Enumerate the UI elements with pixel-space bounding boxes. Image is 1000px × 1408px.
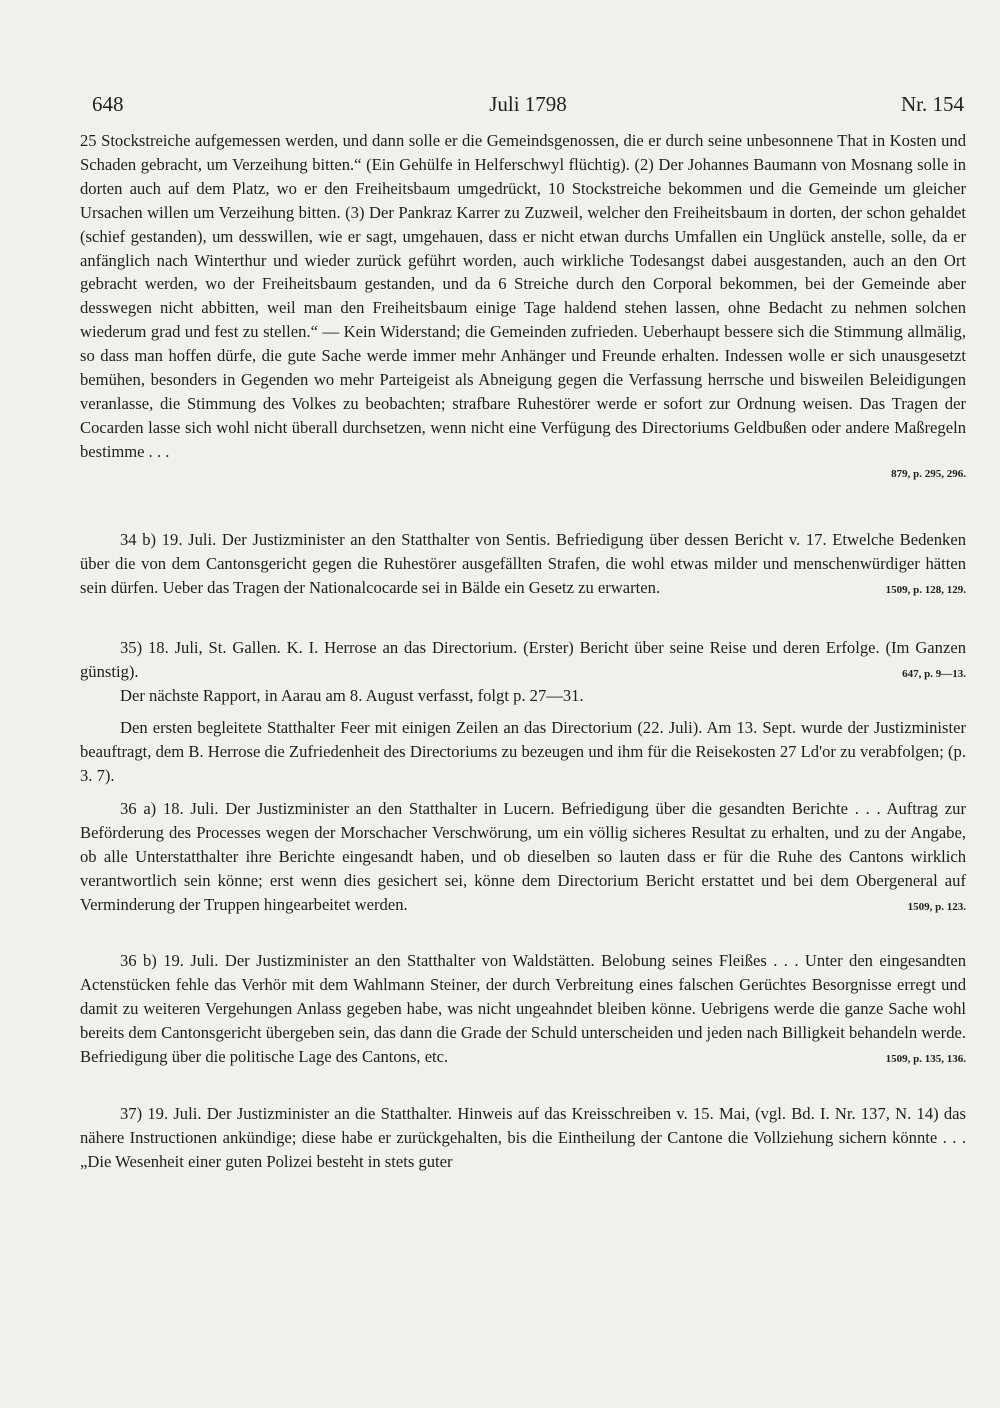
- page-header: [92, 92, 964, 122]
- entry-36a: [80, 797, 966, 917]
- paragraph: Den ersten begleitete Statthalter Feer mit einigen Zeilen an das Directorium (22. Juli). Am 13. Sept. wurde der Justizminister beauftragt, dem B. Herrose die Zufriedenheit des Directoriums zu bezeugen und ihm für die Reisekosten 27 Ld'or zu verabfolgen; (p. 3. 7).: [80, 718, 966, 785]
- entry-35-remark: [80, 716, 966, 788]
- page-number: 648: [92, 92, 124, 116]
- paragraph: 36 b) 19. Juli. Der Justizminister an den Statthalter von Waldstätten. Belobung seines Fleißes . . . Unter den eingesandten Actenstücken fehle das Verhör mit dem Wahlmann Steiner, der durch Verbreitung eines falschen Gerüchtes Besorgnisse erregt und damit zu weiteren Vergehungen Anlass gegeben habe, was nicht ungeahndet bleiben könne. Uebrigens werde die ganze Sache wohl bereits dem Cantonsgericht übergeben sein, das dann die Grade der Schuld unterscheiden und jeden nach Billigkeit behandeln werde. Befriedigung über die politische Lage des Cantons, etc.: [80, 951, 966, 1066]
- source-reference: 1509, p. 128, 129.: [885, 583, 966, 596]
- source-reference: 879, p. 295, 296.: [891, 467, 966, 480]
- paragraph: 25 Stockstreiche aufgemessen werden, und dann solle er die Gemeindsgenossen, die er durch seine unbesonnene That in Kosten und Schaden gebracht, um Verzeihung bitten.“ (Ein Gehülfe in Helferschwyl flüchtig). (2) Der Johannes Baumann von Mosnang solle in dorten auch auf dem Platz, wo er den Freiheitsbaum umgedrückt, 10 Stockstreiche bekommen und die Gemeinde um gleicher Ursachen willen um Verzeihung bitten. (3) Der Pankraz Karrer zu Zuzweil, welcher den Freiheitsbaum in dorten, der schon gehaldet (schief gestanden), um desswillen, wie er sagt, umgehauen, dass er nicht etwan durchs Umfallen ein Unglück anstelle, solle, da er anfänglich nach Winterthur und wieder zurück geführt worden, auch wirkliche Todesangst dabei ausgestanden, auch an den Ort gebracht werden, wo der Freiheitsbaum gestanden, und da 6 Streiche durch den Corporal bekommen, bei der Gemeinde aber desswegen nicht abbitten, weil man den Freiheitsbaum einige Tage haldend stehen lassen, ohne Bedacht zu nehmen solchen wiederum grad und fest zu stellen.“ — Kein Widerstand; die Gemeinden zufrieden. Ueberhaupt bessere sich die Stimmung allmälig, so dass man hoffen dürfe, die gute Sache werde immer mehr Anhänger und Freunde erhalten. Indessen wolle er sich unausgesetzt bemühen, besonders in Gegenden wo mehr Parteigeist als Abneigung gegen die Verfassung herrsche und bisweilen Beleidigungen veranlasse, die Stimmung des Volkes zu beobachten; strafbare Ruhestörer werde er sofort zur Ordnung weisen. Das Tragen der Cocarden lasse sich wohl nicht überall durchsetzen, wenn nicht eine Verfügung des Directoriums Geldbußen oder andere Maßregeln bestimme . . .: [80, 131, 966, 461]
- entry-35: [80, 636, 966, 684]
- paragraph: 36 a) 18. Juli. Der Justizminister an den Statthalter in Lucern. Befriedigung über die gesandten Berichte . . . Auftrag zur Beförderung des Processes wegen der Morschacher Verschwörung, um ein völlig sicheres Resultat zu erhalten, und zu der Angabe, ob alle Unterstatthalter ihre Berichte eingesandt haben, und ob dieselben so lauten dass er für die Ruhe des Cantons wirklich verantwortlich sein könne; erst wenn dies gesichert sei, könne dem Directorium Bericht erstattet und bei dem Obergeneral auf Verminderung der Truppen hingearbeitet werden.: [80, 799, 966, 914]
- entry-34a-continuation: [80, 129, 966, 484]
- paragraph: 34 b) 19. Juli. Der Justizminister an den Statthalter von Sentis. Befriedigung über dessen Bericht v. 17. Etwelche Bedenken über die von dem Cantonsgericht gegen die Ruhestörer ausgefällten Strafen, die wohl etwas milder und menschenwürdiger hätten sein dürfen. Ueber das Tragen der Nationalcocarde sei in Bälde ein Gesetz zu erwarten.: [80, 530, 966, 597]
- source-reference: 1509, p. 123.: [907, 900, 966, 913]
- paragraph: 35) 18. Juli, St. Gallen. K. I. Herrose an das Directorium. (Erster) Bericht über seine Reise und deren Erfolge. (Im Ganzen günstig).: [80, 638, 966, 681]
- paragraph: Der nächste Rapport, in Aarau am 8. August verfasst, folgt p. 27—31.: [120, 686, 584, 705]
- paragraph: 37) 19. Juli. Der Justizminister an die Statthalter. Hinweis auf das Kreisschreiben v. 15. Mai, (vgl. Bd. I. Nr. 137, N. 14) das nähere Instructionen ankündige; diese habe er zurückgehalten, bis die Eintheilung der Cantone die Vollziehung sichern könnte . . . „Die Wesenheit einer guten Polizei besteht in stets guter: [80, 1104, 966, 1171]
- entry-36b: [80, 949, 966, 1069]
- entry-37: [80, 1102, 966, 1174]
- source-reference: 1509, p. 135, 136.: [885, 1052, 966, 1065]
- entry-35-note: [80, 684, 966, 708]
- document-number: Nr. 154: [901, 92, 964, 116]
- entry-34b: [80, 528, 966, 600]
- source-reference: 647, p. 9—13.: [902, 667, 966, 680]
- running-title: Juli 1798: [489, 92, 567, 116]
